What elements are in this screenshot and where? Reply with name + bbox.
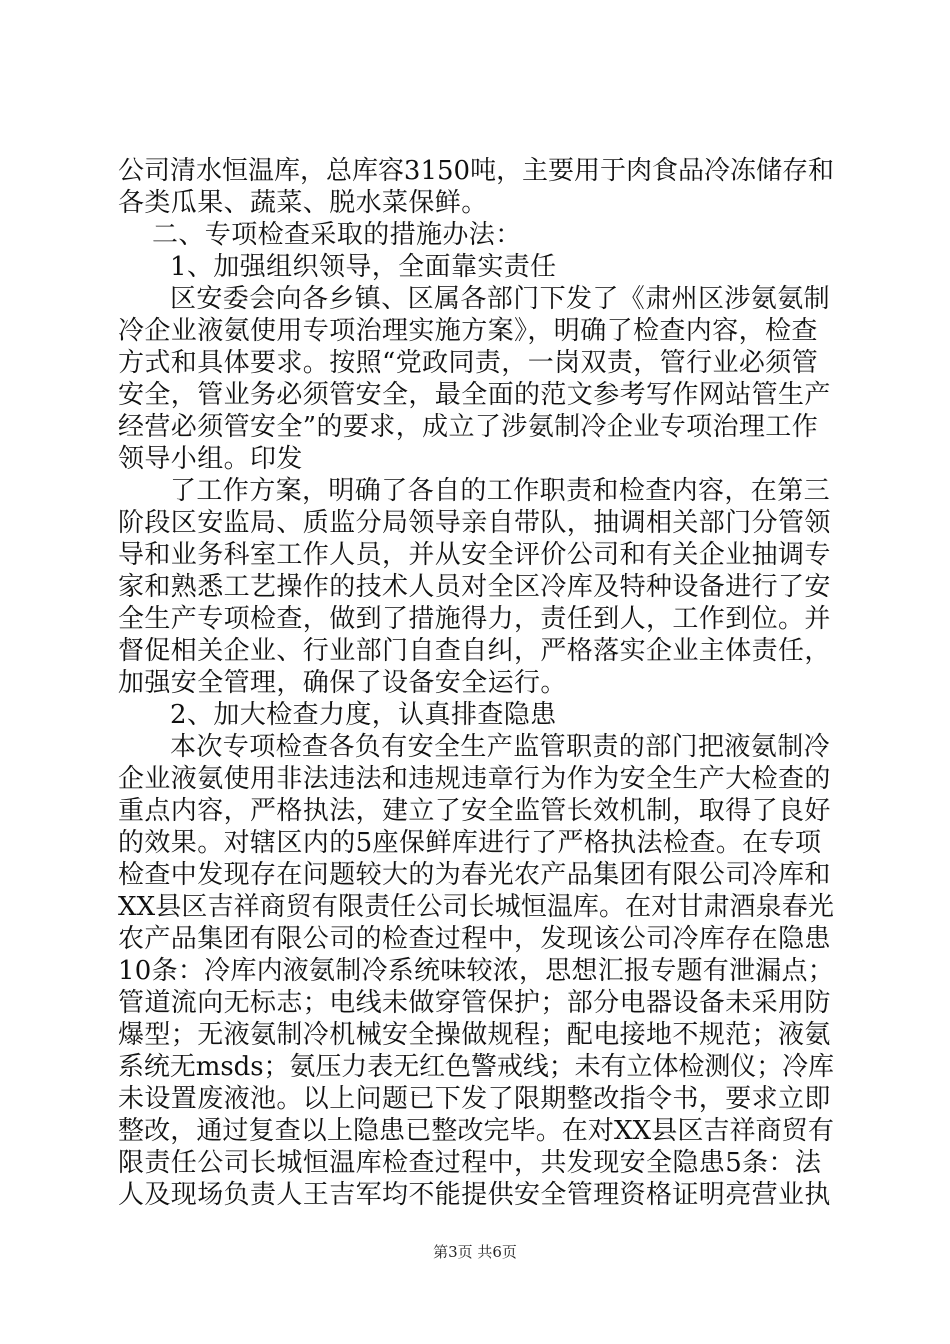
document-body: [118, 155, 834, 1211]
page-footer: 第3页 共6页: [433, 1243, 517, 1261]
text-line: 爆型；无液氨制冷机械安全操做规程；配电接地不规范；液氨: [118, 1020, 831, 1050]
text-line: 企业液氨使用非法违法和违规违章行为作为安全生产大检查的: [118, 764, 831, 794]
text-line: 方式和具体要求。按照“党政同责，一岗双责，管行业必须管: [118, 348, 819, 378]
text-line: 了工作方案，明确了各自的工作职责和检查内容，在第三: [170, 476, 831, 506]
text-line: 阶段区安监局、质监分局领导亲自带队，抽调相关部门分管领: [118, 508, 831, 538]
text-line: 各类瓜果、蔬菜、脱水菜保鲜。: [118, 188, 488, 218]
text-line: 二、专项检查采取的措施办法：: [152, 220, 522, 250]
text-line: 冷企业液氨使用专项治理实施方案》，明确了检查内容，检查: [118, 316, 818, 346]
text-line: 管道流向无标志；电线未做穿管保护；部分电器设备未采用防: [118, 988, 831, 1018]
text-line: 人及现场负责人王吉军均不能提供安全管理资格证明亮营业执: [118, 1180, 831, 1210]
text-line: 2、加大检查力度，认真排查隐患: [170, 700, 557, 730]
text-line: XX县区吉祥商贸有限责任公司长城恒温库。在对甘肃酒泉春光: [118, 892, 834, 922]
text-line: 系统无msds；氨压力表无红色警戒线；未有立体检测仪；冷库: [118, 1052, 834, 1082]
text-line: 整改，通过复查以上隐患已整改完毕。在对XX县区吉祥商贸有: [118, 1116, 834, 1146]
text-line: 家和熟悉工艺操作的技术人员对全区冷库及特种设备进行了安: [118, 572, 831, 602]
text-line: 加强安全管理，确保了设备安全运行。: [118, 668, 567, 698]
text-line: 领导小组。印发: [118, 444, 303, 474]
text-line: 区安委会向各乡镇、区属各部门下发了《肃州区涉氨氨制: [170, 284, 831, 314]
text-line: 未设置废液池。以上问题已下发了限期整改指令书，要求立即: [118, 1084, 831, 1114]
text-line: 农产品集团有限公司的检查过程中，发现该公司冷库存在隐患: [118, 924, 831, 954]
text-line: 的效果。对辖区内的5座保鲜库进行了严格执法检查。在专项: [118, 828, 822, 858]
text-line: 重点内容，严格执法，建立了安全监管长效机制，取得了良好: [118, 796, 831, 826]
text-line: 限责任公司长城恒温库检查过程中，共发现安全隐患5条：法: [118, 1148, 822, 1178]
text-line: 导和业务科室工作人员，并从安全评价公司和有关企业抽调专: [118, 540, 831, 570]
text-line: 本次专项检查各负有安全生产监管职责的部门把液氨制冷: [170, 732, 831, 762]
text-line: 1、加强组织领导，全面靠实责任: [170, 252, 557, 282]
text-line: 督促相关企业、行业部门自查自纠，严格落实企业主体责任，: [118, 636, 831, 666]
text-line: 经营必须管安全”的要求，成立了涉氨制冷企业专项治理工作: [118, 412, 819, 442]
text-line: 检查中发现存在问题较大的为春光农产品集团有限公司冷库和: [118, 860, 831, 890]
text-line: 公司清水恒温库，总库容3150吨，主要用于肉食品冷冻储存和: [118, 156, 834, 186]
text-line: 全生产专项检查，做到了措施得力，责任到人，工作到位。并: [118, 604, 831, 634]
text-line: 安全，管业务必须管安全，最全面的范文参考写作网站管生产: [118, 380, 831, 410]
text-line: 10条：冷库内液氨制冷系统味较浓，思想汇报专题有泄漏点；: [118, 956, 834, 986]
